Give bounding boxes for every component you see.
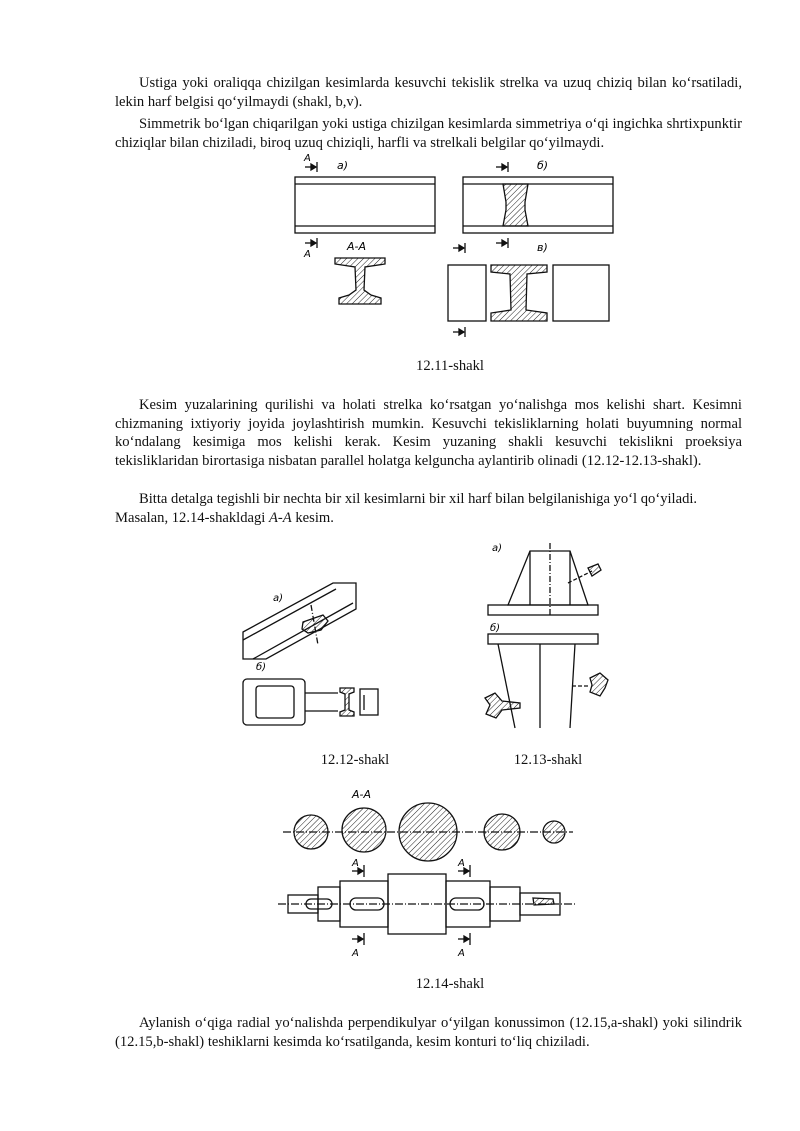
caption-12-13: 12.13-shakl xyxy=(513,752,583,768)
caption-12-11: 12.11-shakl xyxy=(416,358,484,374)
label-A-top: A xyxy=(304,153,311,164)
label-v: в) xyxy=(537,241,548,254)
figure-12-13 xyxy=(480,538,610,738)
paragraph-2: Simmetrik bo‘lgan chiqarilgan yoki ustiga chizilgan kesimlarda simmetriya o‘qi ingichka shrtixpunktir chiziqlar bilan chiziladi, biroq uzuq chiziqli, harfli va strelkali belgilar qo‘yilmaydi. xyxy=(115,116,742,151)
paragraph-4b-prefix: Masalan, 12.14-shakldagi xyxy=(115,510,270,526)
fig14-label-A1: A xyxy=(352,858,359,869)
caption-12-12: 12.12-shakl xyxy=(320,752,390,768)
label-b: б) xyxy=(537,159,549,172)
paragraph-1: Ustiga yoki oraliqqa chizilgan kesimlarda kesuvchi tekislik strelka va uzuq chiziq bilan ko‘rsatiladi, lekin harf belgisi qo‘yilmaydi (shakl, b,v). xyxy=(115,75,742,110)
fig14-label-A2: A xyxy=(458,858,465,869)
label-A-bottom: A xyxy=(304,249,311,260)
fig14-label-A4: A xyxy=(458,948,465,959)
caption-12-14: 12.14-shakl xyxy=(415,976,485,992)
fig13-label-a: a) xyxy=(492,543,503,554)
fig12-label-b: б) xyxy=(256,662,267,673)
paragraph-4b-italic: A-A xyxy=(269,510,292,526)
paragraph-3: Kesim yuzalarining qurilishi va holati strelka ko‘rsatgan yo‘nalishga mos kelishi shart. Kesimni chizmaning ixtiyoriy joyida joylashtirish mumkin. Kesuvchi tekisliklarning holati buyumning normal ko‘ndalang kesimiga mos kelishi kerak. Kesim yuzaning shakli kesuvchi tekislikni proeksiya tekisliklaridan birortasiga nisbatan parallel holatga kelguncha aylantirib olinadi (12.12-12.13-shakl). xyxy=(115,397,742,469)
fig13-label-b: б) xyxy=(490,623,501,634)
paragraph-4: Bitta detalga tegishli bir nechta bir xil kesimlarni bir xil harf bilan belgilanishiga yo‘l qo‘yiladi. xyxy=(139,491,698,507)
label-AA: A-A xyxy=(347,240,367,253)
figure-12-14 xyxy=(278,780,578,965)
paragraph-4b xyxy=(115,509,742,528)
figure-12-12 xyxy=(238,575,388,735)
fig14-label-AA: A-A xyxy=(352,788,372,801)
paragraph-4b-suffix: kesim. xyxy=(291,510,334,526)
fig14-label-A3: A xyxy=(352,948,359,959)
fig12-label-a: a) xyxy=(273,593,284,604)
label-a: a) xyxy=(337,159,349,172)
paragraph-5: Aylanish o‘qiga radial yo‘nalishda perpendikulyar o‘yilgan konussimon (12.15,a-shakl) yoki silindrik (12.15,b-shakl) teshiklarni kesimda ko‘rsatilganda, kesim konturi to‘liq chiziladi. xyxy=(115,1015,742,1050)
figure-12-11 xyxy=(285,150,615,350)
